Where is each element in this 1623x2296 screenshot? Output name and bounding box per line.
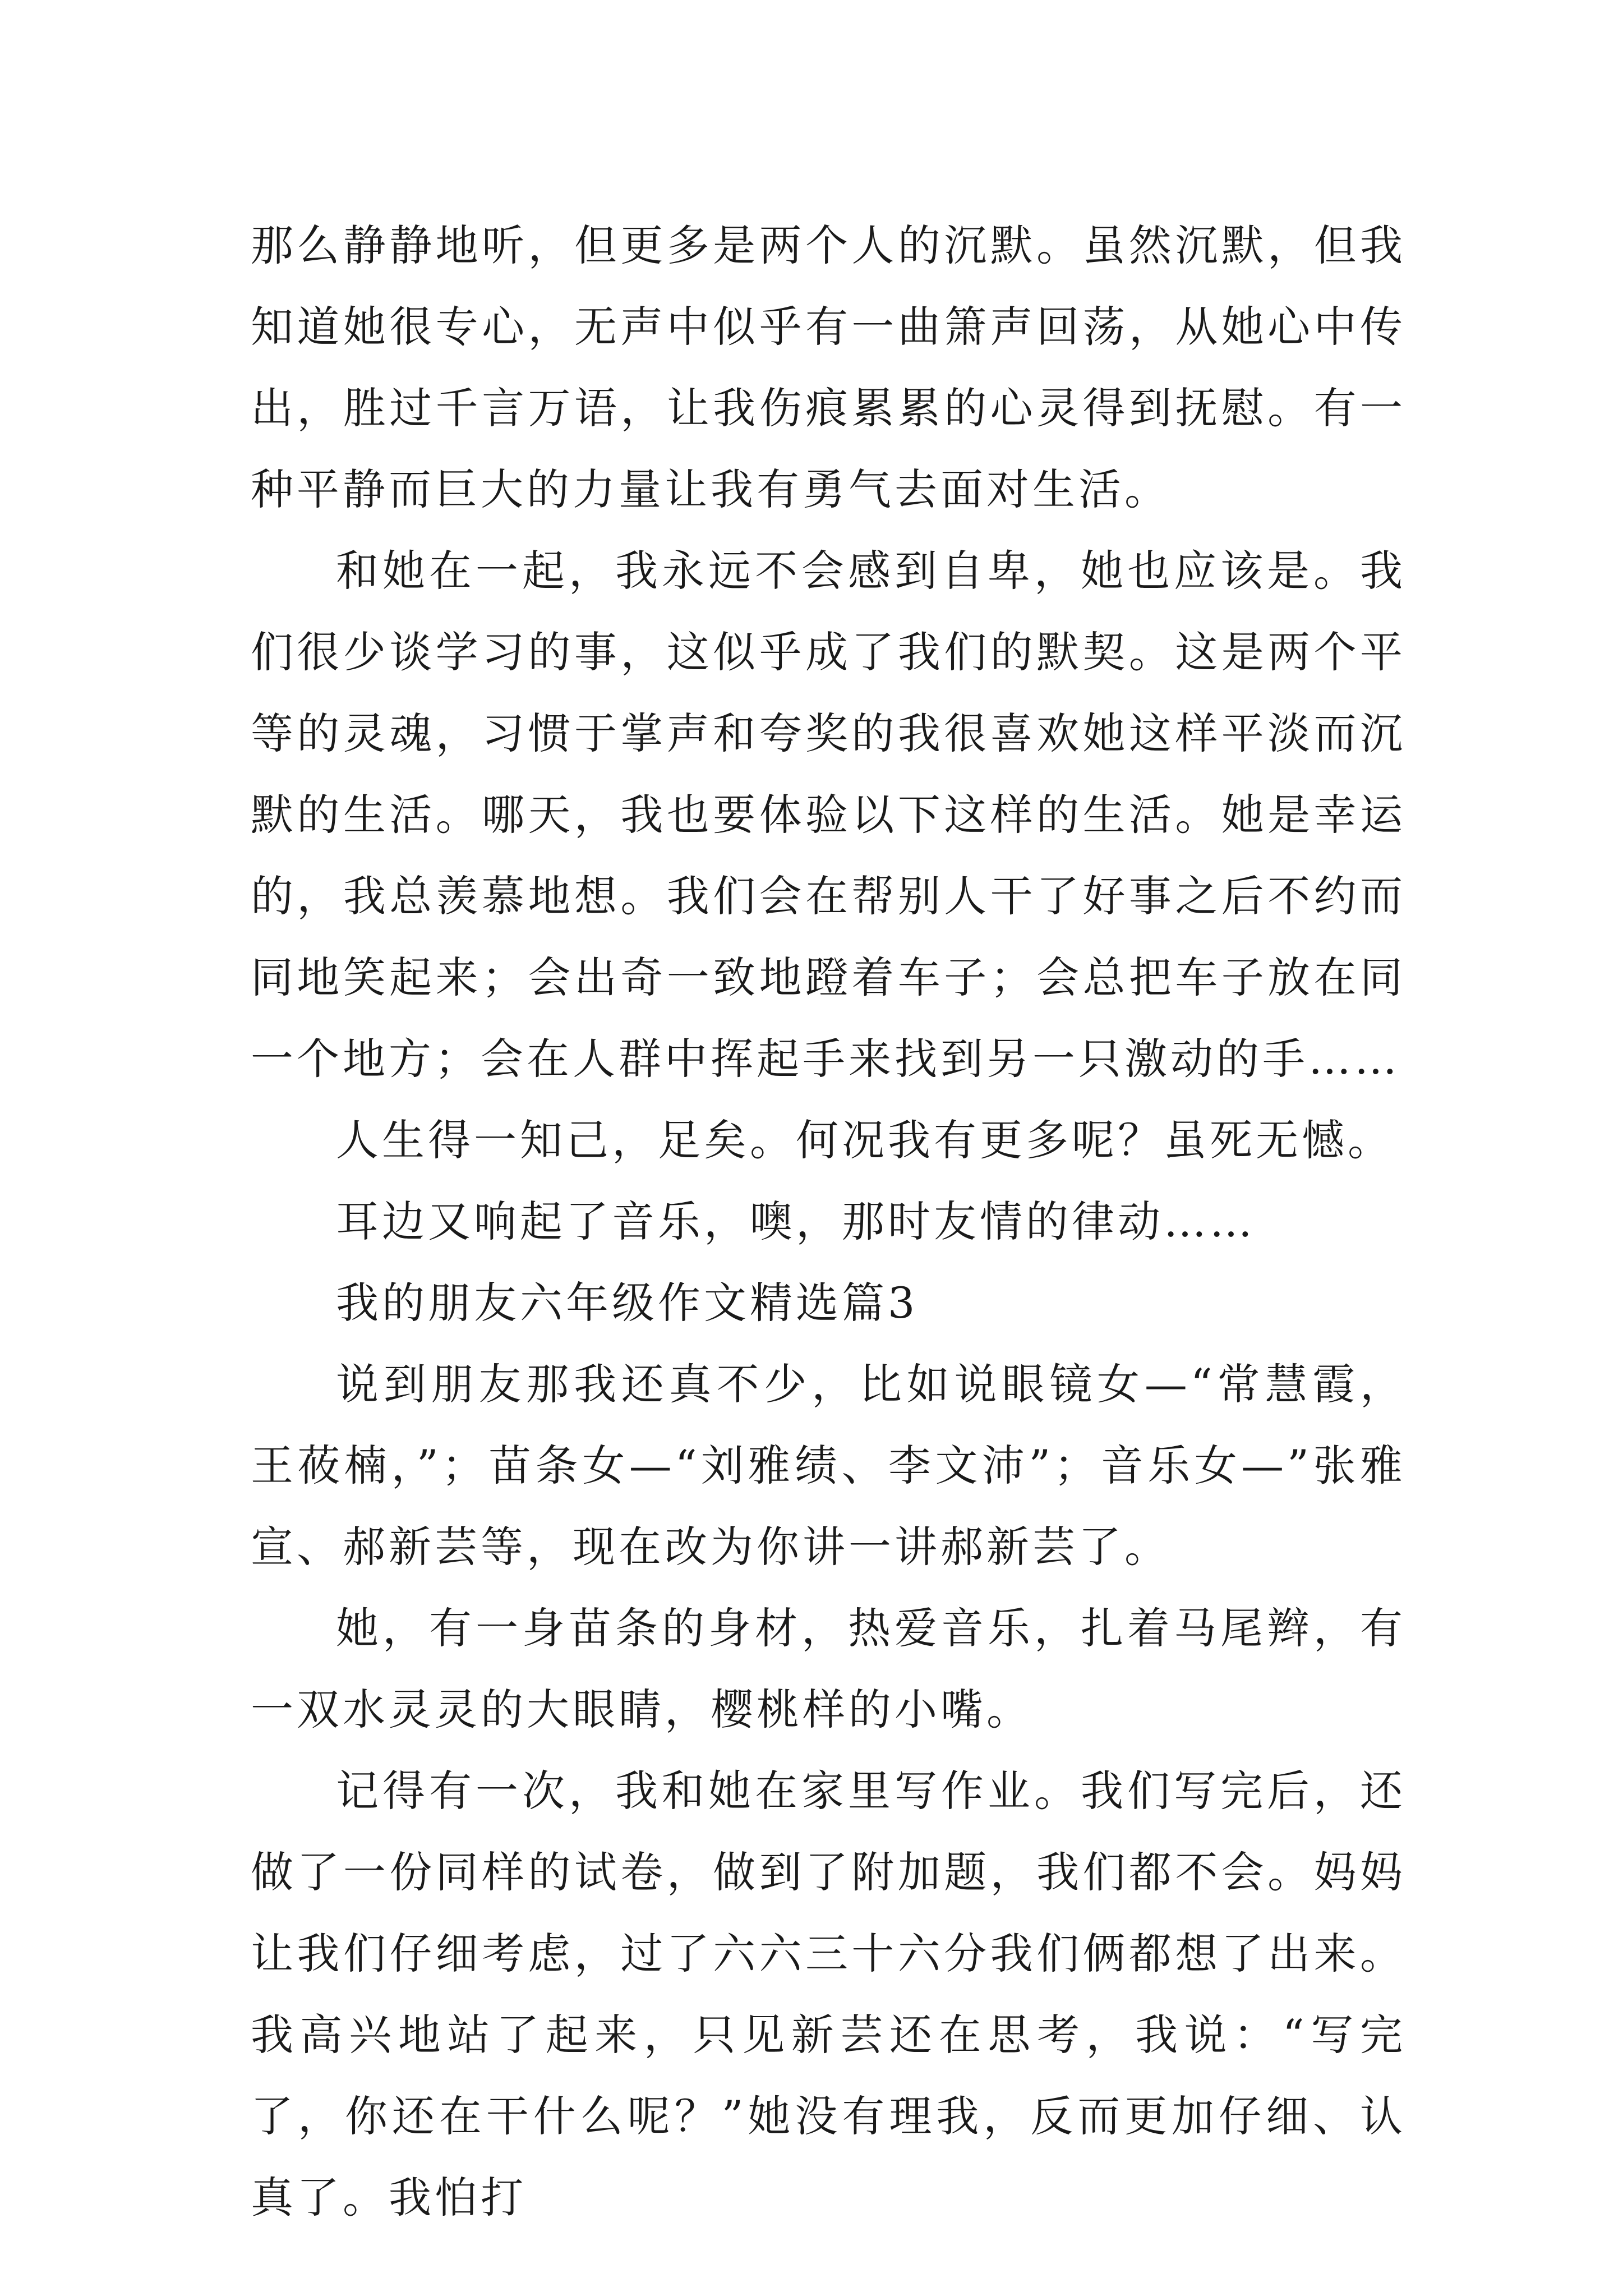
paragraph: 记得有一次，我和她在家里写作业。我们写完后，还做了一份同样的试卷，做到了附加题，我们都不会。妈妈让我们仔细考虑，过了六六三十六分我们俩都想了出来。我高兴地站了起来，只见新芸还在思考，我说：“写完了，你还在干什么呢？”她没有理我，反而更加仔细、认真了。我怕打 [251, 1766, 1406, 2223]
paragraph: 和她在一起，我永远不会感到自卑，她也应该是。我们很少谈学习的事，这似乎成了我们的默契。这是两个平等的灵魂，习惯于掌声和夸奖的我很喜欢她这样平淡而沉默的生活。哪天，我也要体验以下这样的生活。她是幸运的，我总羡慕地想。我们会在帮别人干了好事之后不约而同地笑起来；会出奇一致地蹬着车子；会总把车子放在同一个地方；会在人群中挥起手来找到另一只激动的手…… [251, 546, 1406, 1084]
paragraph: 那么静静地听，但更多是两个人的沉默。虽然沉默，但我知道她很专心，无声中似乎有一曲箫声回荡，从她心中传出，胜过千言万语，让我伤痕累累的心灵得到抚慰。有一种平静而巨大的力量让我有勇气去面对生活。 [251, 220, 1406, 514]
section-heading: 我的朋友六年级作文精选篇3 [336, 1278, 919, 1328]
paragraph: 说到朋友那我还真不少，比如说眼镜女—“常慧霞，王莜楠，”；苗条女—“刘雅绩、李文沛”；音乐女—”张雅宣、郝新芸等，现在改为你讲一讲郝新芸了。 [251, 1359, 1406, 1572]
paragraph: 耳边又响起了音乐，噢，那时友情的律动…… [336, 1197, 1256, 1246]
paragraph: 人生得一知己，足矣。何况我有更多呢？虽死无憾。 [336, 1115, 1394, 1165]
paragraph: 她，有一身苗条的身材，热爱音乐，扎着马尾辫，有一双水灵灵的大眼睛，樱桃样的小嘴。 [251, 1603, 1406, 1734]
article-body [251, 205, 1406, 2238]
